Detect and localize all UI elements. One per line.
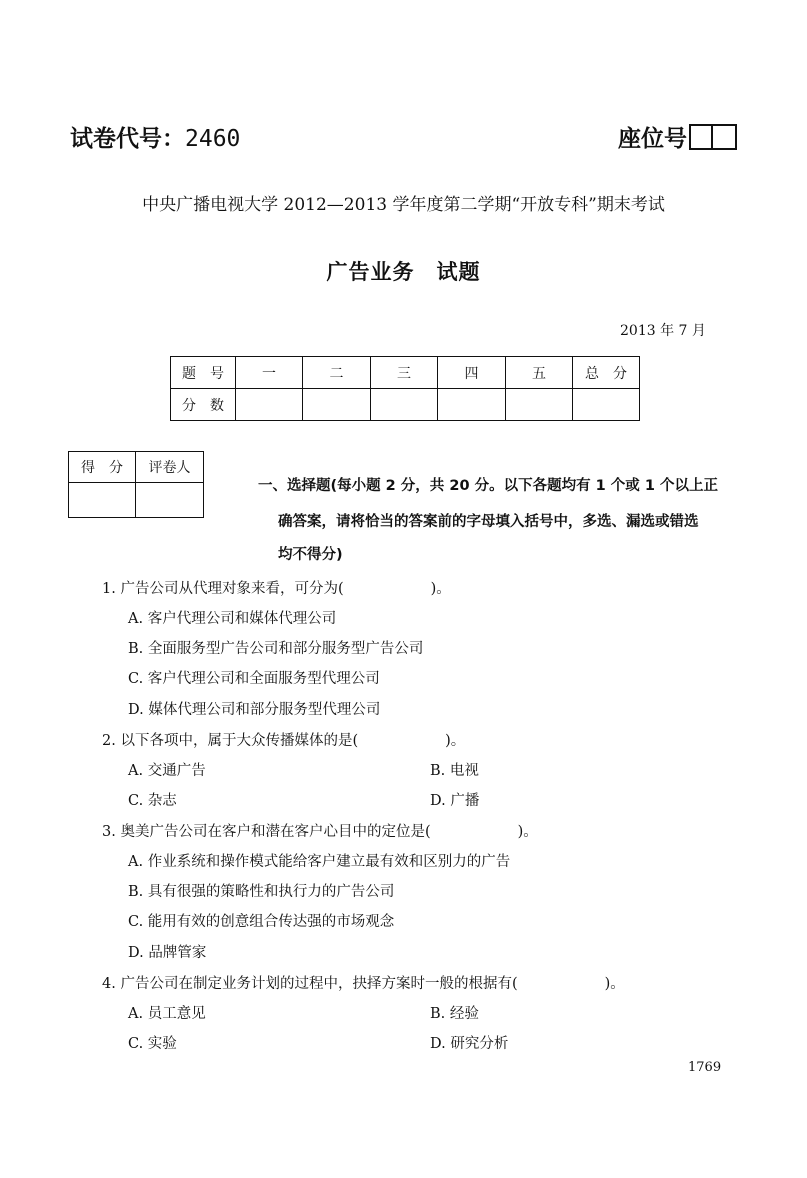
score-cell (573, 389, 640, 421)
q2-option-d: D. 广播 (430, 793, 480, 809)
score-cell (303, 389, 371, 421)
q3-option-a: A. 作业系统和操作模式能给客户建立最有效和区别力的广告 (128, 854, 511, 870)
exam-title: 中央广播电视大学 2012—2013 学年度第二学期“开放专科”期末考试 (142, 195, 665, 215)
score-header-label: 题 号 (171, 357, 236, 389)
grader-cell (136, 483, 204, 518)
exam-code-label: 试卷代号： (70, 126, 185, 152)
score-header-4: 四 (438, 357, 506, 389)
seat-number-boxes (689, 124, 737, 150)
exam-code (70, 120, 240, 153)
q4-option-d: D. 研究分析 (430, 1036, 509, 1052)
exam-code-value: 2460 (185, 126, 241, 152)
score-header-1: 一 (236, 357, 303, 389)
score-header-total: 总 分 (573, 357, 640, 389)
seat-box (713, 124, 737, 150)
q4-option-c: C. 实验 (128, 1036, 177, 1052)
score-header-2: 二 (303, 357, 371, 389)
question-4: 4. 广告公司在制定业务计划的过程中，抉择方案时一般的根据有( )。 (102, 976, 625, 992)
score-header-3: 三 (371, 357, 438, 389)
score-cell (236, 389, 303, 421)
q1-option-d: D. 媒体代理公司和部分服务型代理公司 (128, 702, 381, 718)
q4-option-a: A. 员工意见 (128, 1006, 206, 1022)
q2-option-c: C. 杂志 (128, 793, 177, 809)
grader-col-grader: 评卷人 (136, 452, 204, 483)
grader-table (68, 451, 204, 518)
q1-option-c: C. 客户代理公司和全面服务型代理公司 (128, 671, 380, 687)
grader-table-header-row (69, 452, 204, 483)
q3-option-c: C. 能用有效的创意组合传达强的市场观念 (128, 914, 395, 930)
score-row-label: 分 数 (171, 389, 236, 421)
section1-instructions-end: 均不得分) (278, 547, 343, 563)
question-2: 2. 以下各项中，属于大众传播媒体的是( )。 (102, 733, 466, 749)
score-table-score-row (171, 389, 640, 421)
seat-number (618, 120, 737, 153)
q1-option-a: A. 客户代理公司和媒体代理公司 (128, 611, 337, 627)
section1-heading: 一、选择题(每小题 2 分，共 20 分。以下各题均有 1 个或 1 个以上正 (258, 478, 718, 494)
score-table-header-row (171, 357, 640, 389)
grader-col-score: 得 分 (69, 452, 136, 483)
score-table (170, 356, 640, 421)
page-number: 1769 (688, 1060, 722, 1075)
section1-instructions: 确答案，请将恰当的答案前的字母填入括号中，多选、漏选或错选 (278, 514, 699, 530)
question-3: 3. 奥美广告公司在客户和潜在客户心目中的定位是( )。 (102, 824, 538, 840)
seat-number-label: 座位号 (618, 126, 687, 152)
score-header-5: 五 (506, 357, 573, 389)
grader-table-body-row (69, 483, 204, 518)
score-cell (371, 389, 438, 421)
exam-date: 2013 年 7 月 (620, 323, 706, 339)
q1-option-b: B. 全面服务型广告公司和部分服务型广告公司 (128, 641, 424, 657)
seat-box (689, 124, 713, 150)
grader-cell (69, 483, 136, 518)
score-cell (506, 389, 573, 421)
q3-option-d: D. 品牌管家 (128, 945, 207, 961)
q3-option-b: B. 具有很强的策略性和执行力的广告公司 (128, 884, 395, 900)
subject-title: 广告业务 试题 (326, 260, 481, 284)
q4-option-b: B. 经验 (430, 1006, 479, 1022)
score-cell (438, 389, 506, 421)
question-1: 1. 广告公司从代理对象来看，可分为( )。 (102, 581, 451, 597)
q2-option-a: A. 交通广告 (128, 763, 206, 779)
q2-option-b: B. 电视 (430, 763, 479, 779)
